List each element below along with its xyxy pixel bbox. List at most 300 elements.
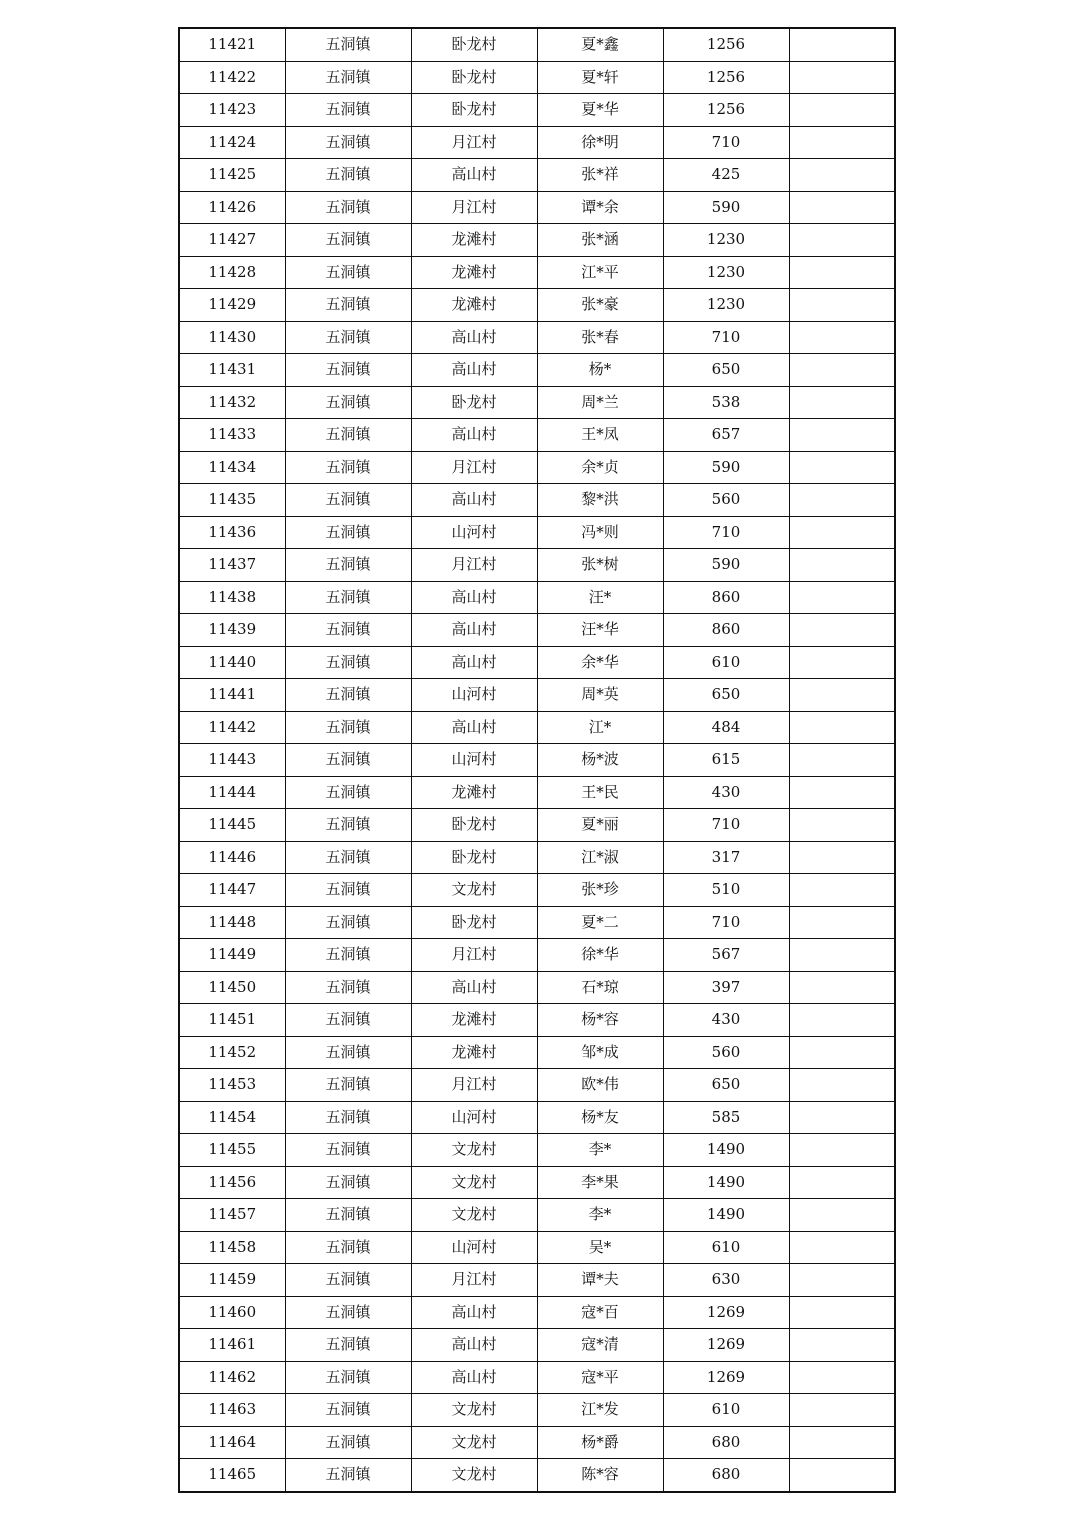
- village-cell: 文龙村: [411, 1459, 537, 1492]
- row-number-cell: 11439: [179, 614, 285, 647]
- name-cell: 黎*洪: [537, 484, 663, 517]
- name-cell: 寇*清: [537, 1329, 663, 1362]
- row-number-cell: 11429: [179, 289, 285, 322]
- town-cell: 五洞镇: [285, 744, 411, 777]
- remarks-cell: [789, 61, 895, 94]
- row-number-cell: 11433: [179, 419, 285, 452]
- table-row: [179, 614, 895, 647]
- remarks-cell: [789, 1459, 895, 1492]
- amount-cell: 560: [663, 1036, 789, 1069]
- remarks-cell: [789, 354, 895, 387]
- amount-cell: 590: [663, 549, 789, 582]
- roster-table: [178, 27, 896, 1493]
- row-number-cell: 11454: [179, 1101, 285, 1134]
- village-cell: 月江村: [411, 126, 537, 159]
- row-number-cell: 11430: [179, 321, 285, 354]
- name-cell: 李*: [537, 1199, 663, 1232]
- row-number-cell: 11441: [179, 679, 285, 712]
- name-cell: 汪*华: [537, 614, 663, 647]
- village-cell: 龙滩村: [411, 1036, 537, 1069]
- town-cell: 五洞镇: [285, 386, 411, 419]
- town-cell: 五洞镇: [285, 28, 411, 61]
- town-cell: 五洞镇: [285, 1004, 411, 1037]
- town-cell: 五洞镇: [285, 1069, 411, 1102]
- remarks-cell: [789, 776, 895, 809]
- table-row: [179, 386, 895, 419]
- town-cell: 五洞镇: [285, 679, 411, 712]
- town-cell: 五洞镇: [285, 809, 411, 842]
- village-cell: 卧龙村: [411, 841, 537, 874]
- village-cell: 文龙村: [411, 1199, 537, 1232]
- amount-cell: 397: [663, 971, 789, 1004]
- town-cell: 五洞镇: [285, 906, 411, 939]
- amount-cell: 1490: [663, 1199, 789, 1232]
- village-cell: 龙滩村: [411, 224, 537, 257]
- table-row: [179, 906, 895, 939]
- village-cell: 文龙村: [411, 1426, 537, 1459]
- amount-cell: 1230: [663, 256, 789, 289]
- remarks-cell: [789, 256, 895, 289]
- row-number-cell: 11455: [179, 1134, 285, 1167]
- table-row: [179, 1231, 895, 1264]
- name-cell: 江*淑: [537, 841, 663, 874]
- table-row: [179, 516, 895, 549]
- village-cell: 龙滩村: [411, 256, 537, 289]
- table-row: [179, 809, 895, 842]
- table-row: [179, 711, 895, 744]
- table-row: [179, 191, 895, 224]
- remarks-cell: [789, 321, 895, 354]
- name-cell: 张*树: [537, 549, 663, 582]
- amount-cell: 1256: [663, 61, 789, 94]
- name-cell: 陈*容: [537, 1459, 663, 1492]
- amount-cell: 860: [663, 614, 789, 647]
- village-cell: 文龙村: [411, 1134, 537, 1167]
- village-cell: 月江村: [411, 939, 537, 972]
- table-row: [179, 776, 895, 809]
- name-cell: 王*民: [537, 776, 663, 809]
- town-cell: 五洞镇: [285, 1264, 411, 1297]
- remarks-cell: [789, 549, 895, 582]
- table-row: [179, 1394, 895, 1427]
- name-cell: 杨*容: [537, 1004, 663, 1037]
- village-cell: 卧龙村: [411, 906, 537, 939]
- amount-cell: 710: [663, 516, 789, 549]
- table-row: [179, 94, 895, 127]
- town-cell: 五洞镇: [285, 126, 411, 159]
- name-cell: 杨*爵: [537, 1426, 663, 1459]
- row-number-cell: 11422: [179, 61, 285, 94]
- row-number-cell: 11444: [179, 776, 285, 809]
- town-cell: 五洞镇: [285, 516, 411, 549]
- town-cell: 五洞镇: [285, 224, 411, 257]
- amount-cell: 425: [663, 159, 789, 192]
- row-number-cell: 11438: [179, 581, 285, 614]
- town-cell: 五洞镇: [285, 1231, 411, 1264]
- name-cell: 王*凤: [537, 419, 663, 452]
- town-cell: 五洞镇: [285, 549, 411, 582]
- table-row: [179, 874, 895, 907]
- village-cell: 龙滩村: [411, 289, 537, 322]
- remarks-cell: [789, 1134, 895, 1167]
- remarks-cell: [789, 1296, 895, 1329]
- village-cell: 卧龙村: [411, 94, 537, 127]
- amount-cell: 710: [663, 321, 789, 354]
- table-row: [179, 224, 895, 257]
- row-number-cell: 11442: [179, 711, 285, 744]
- row-number-cell: 11435: [179, 484, 285, 517]
- row-number-cell: 11431: [179, 354, 285, 387]
- town-cell: 五洞镇: [285, 971, 411, 1004]
- name-cell: 寇*百: [537, 1296, 663, 1329]
- table-row: [179, 744, 895, 777]
- village-cell: 高山村: [411, 1361, 537, 1394]
- table-row: [179, 1069, 895, 1102]
- table-row: [179, 159, 895, 192]
- table-row: [179, 581, 895, 614]
- table-row: [179, 1361, 895, 1394]
- row-number-cell: 11424: [179, 126, 285, 159]
- row-number-cell: 11450: [179, 971, 285, 1004]
- amount-cell: 610: [663, 1231, 789, 1264]
- village-cell: 高山村: [411, 419, 537, 452]
- name-cell: 夏*二: [537, 906, 663, 939]
- remarks-cell: [789, 906, 895, 939]
- town-cell: 五洞镇: [285, 289, 411, 322]
- row-number-cell: 11423: [179, 94, 285, 127]
- remarks-cell: [789, 28, 895, 61]
- village-cell: 龙滩村: [411, 776, 537, 809]
- town-cell: 五洞镇: [285, 419, 411, 452]
- name-cell: 李*果: [537, 1166, 663, 1199]
- row-number-cell: 11459: [179, 1264, 285, 1297]
- row-number-cell: 11434: [179, 451, 285, 484]
- row-number-cell: 11446: [179, 841, 285, 874]
- village-cell: 文龙村: [411, 1394, 537, 1427]
- table-row: [179, 1329, 895, 1362]
- table-row: [179, 451, 895, 484]
- village-cell: 高山村: [411, 711, 537, 744]
- village-cell: 高山村: [411, 971, 537, 1004]
- village-cell: 山河村: [411, 1101, 537, 1134]
- table-row: [179, 1134, 895, 1167]
- village-cell: 山河村: [411, 744, 537, 777]
- row-number-cell: 11453: [179, 1069, 285, 1102]
- town-cell: 五洞镇: [285, 159, 411, 192]
- village-cell: 卧龙村: [411, 809, 537, 842]
- row-number-cell: 11440: [179, 646, 285, 679]
- name-cell: 张*祥: [537, 159, 663, 192]
- village-cell: 山河村: [411, 679, 537, 712]
- name-cell: 张*珍: [537, 874, 663, 907]
- amount-cell: 610: [663, 1394, 789, 1427]
- amount-cell: 585: [663, 1101, 789, 1134]
- village-cell: 月江村: [411, 549, 537, 582]
- table-row: [179, 61, 895, 94]
- name-cell: 张*豪: [537, 289, 663, 322]
- remarks-cell: [789, 1394, 895, 1427]
- name-cell: 张*春: [537, 321, 663, 354]
- town-cell: 五洞镇: [285, 614, 411, 647]
- amount-cell: 650: [663, 1069, 789, 1102]
- name-cell: 夏*华: [537, 94, 663, 127]
- remarks-cell: [789, 94, 895, 127]
- table-row: [179, 971, 895, 1004]
- row-number-cell: 11451: [179, 1004, 285, 1037]
- remarks-cell: [789, 679, 895, 712]
- table-row: [179, 679, 895, 712]
- village-cell: 龙滩村: [411, 1004, 537, 1037]
- row-number-cell: 11464: [179, 1426, 285, 1459]
- remarks-cell: [789, 516, 895, 549]
- name-cell: 冯*则: [537, 516, 663, 549]
- amount-cell: 1269: [663, 1361, 789, 1394]
- village-cell: 月江村: [411, 1069, 537, 1102]
- remarks-cell: [789, 451, 895, 484]
- table-row: [179, 549, 895, 582]
- town-cell: 五洞镇: [285, 256, 411, 289]
- amount-cell: 590: [663, 191, 789, 224]
- name-cell: 江*: [537, 711, 663, 744]
- town-cell: 五洞镇: [285, 874, 411, 907]
- table-row: [179, 256, 895, 289]
- row-number-cell: 11436: [179, 516, 285, 549]
- remarks-cell: [789, 711, 895, 744]
- remarks-cell: [789, 744, 895, 777]
- town-cell: 五洞镇: [285, 1036, 411, 1069]
- remarks-cell: [789, 614, 895, 647]
- amount-cell: 657: [663, 419, 789, 452]
- row-number-cell: 11421: [179, 28, 285, 61]
- town-cell: 五洞镇: [285, 484, 411, 517]
- town-cell: 五洞镇: [285, 61, 411, 94]
- amount-cell: 1256: [663, 28, 789, 61]
- row-number-cell: 11427: [179, 224, 285, 257]
- amount-cell: 1230: [663, 224, 789, 257]
- amount-cell: 590: [663, 451, 789, 484]
- town-cell: 五洞镇: [285, 1361, 411, 1394]
- name-cell: 江*发: [537, 1394, 663, 1427]
- town-cell: 五洞镇: [285, 1296, 411, 1329]
- village-cell: 卧龙村: [411, 28, 537, 61]
- town-cell: 五洞镇: [285, 581, 411, 614]
- remarks-cell: [789, 1036, 895, 1069]
- town-cell: 五洞镇: [285, 451, 411, 484]
- name-cell: 李*: [537, 1134, 663, 1167]
- table-row: [179, 1459, 895, 1492]
- amount-cell: 710: [663, 906, 789, 939]
- amount-cell: 538: [663, 386, 789, 419]
- town-cell: 五洞镇: [285, 711, 411, 744]
- remarks-cell: [789, 646, 895, 679]
- village-cell: 高山村: [411, 484, 537, 517]
- village-cell: 高山村: [411, 321, 537, 354]
- remarks-cell: [789, 1426, 895, 1459]
- remarks-cell: [789, 126, 895, 159]
- table-row: [179, 419, 895, 452]
- remarks-cell: [789, 809, 895, 842]
- village-cell: 月江村: [411, 191, 537, 224]
- remarks-cell: [789, 419, 895, 452]
- amount-cell: 710: [663, 126, 789, 159]
- town-cell: 五洞镇: [285, 646, 411, 679]
- name-cell: 吴*: [537, 1231, 663, 1264]
- amount-cell: 317: [663, 841, 789, 874]
- village-cell: 山河村: [411, 516, 537, 549]
- amount-cell: 860: [663, 581, 789, 614]
- remarks-cell: [789, 224, 895, 257]
- town-cell: 五洞镇: [285, 1101, 411, 1134]
- remarks-cell: [789, 874, 895, 907]
- village-cell: 卧龙村: [411, 386, 537, 419]
- village-cell: 月江村: [411, 1264, 537, 1297]
- town-cell: 五洞镇: [285, 1329, 411, 1362]
- town-cell: 五洞镇: [285, 939, 411, 972]
- name-cell: 余*华: [537, 646, 663, 679]
- village-cell: 高山村: [411, 354, 537, 387]
- village-cell: 高山村: [411, 614, 537, 647]
- town-cell: 五洞镇: [285, 354, 411, 387]
- name-cell: 周*兰: [537, 386, 663, 419]
- name-cell: 寇*平: [537, 1361, 663, 1394]
- name-cell: 邹*成: [537, 1036, 663, 1069]
- amount-cell: 1230: [663, 289, 789, 322]
- row-number-cell: 11463: [179, 1394, 285, 1427]
- town-cell: 五洞镇: [285, 1426, 411, 1459]
- row-number-cell: 11456: [179, 1166, 285, 1199]
- row-number-cell: 11437: [179, 549, 285, 582]
- village-cell: 高山村: [411, 159, 537, 192]
- row-number-cell: 11445: [179, 809, 285, 842]
- village-cell: 文龙村: [411, 874, 537, 907]
- amount-cell: 430: [663, 1004, 789, 1037]
- name-cell: 周*英: [537, 679, 663, 712]
- row-number-cell: 11452: [179, 1036, 285, 1069]
- table-row: [179, 1264, 895, 1297]
- remarks-cell: [789, 971, 895, 1004]
- town-cell: 五洞镇: [285, 191, 411, 224]
- remarks-cell: [789, 484, 895, 517]
- table-row: [179, 1004, 895, 1037]
- row-number-cell: 11460: [179, 1296, 285, 1329]
- row-number-cell: 11425: [179, 159, 285, 192]
- amount-cell: 560: [663, 484, 789, 517]
- amount-cell: 1490: [663, 1134, 789, 1167]
- amount-cell: 1256: [663, 94, 789, 127]
- row-number-cell: 11426: [179, 191, 285, 224]
- remarks-cell: [789, 939, 895, 972]
- row-number-cell: 11432: [179, 386, 285, 419]
- name-cell: 杨*: [537, 354, 663, 387]
- village-cell: 文龙村: [411, 1166, 537, 1199]
- remarks-cell: [789, 1329, 895, 1362]
- amount-cell: 1269: [663, 1329, 789, 1362]
- amount-cell: 615: [663, 744, 789, 777]
- village-cell: 山河村: [411, 1231, 537, 1264]
- name-cell: 徐*华: [537, 939, 663, 972]
- row-number-cell: 11428: [179, 256, 285, 289]
- village-cell: 高山村: [411, 1329, 537, 1362]
- name-cell: 张*涵: [537, 224, 663, 257]
- table-row: [179, 1199, 895, 1232]
- village-cell: 高山村: [411, 581, 537, 614]
- row-number-cell: 11449: [179, 939, 285, 972]
- roster-table-body: [179, 28, 895, 1492]
- remarks-cell: [789, 191, 895, 224]
- remarks-cell: [789, 386, 895, 419]
- remarks-cell: [789, 1231, 895, 1264]
- town-cell: 五洞镇: [285, 776, 411, 809]
- amount-cell: 567: [663, 939, 789, 972]
- remarks-cell: [789, 1166, 895, 1199]
- name-cell: 杨*友: [537, 1101, 663, 1134]
- remarks-cell: [789, 1264, 895, 1297]
- table-row: [179, 1036, 895, 1069]
- table-row: [179, 354, 895, 387]
- name-cell: 谭*余: [537, 191, 663, 224]
- table-row: [179, 1166, 895, 1199]
- remarks-cell: [789, 841, 895, 874]
- amount-cell: 1490: [663, 1166, 789, 1199]
- remarks-cell: [789, 1101, 895, 1134]
- row-number-cell: 11443: [179, 744, 285, 777]
- town-cell: 五洞镇: [285, 1134, 411, 1167]
- town-cell: 五洞镇: [285, 94, 411, 127]
- amount-cell: 1269: [663, 1296, 789, 1329]
- remarks-cell: [789, 1069, 895, 1102]
- row-number-cell: 11458: [179, 1231, 285, 1264]
- amount-cell: 610: [663, 646, 789, 679]
- row-number-cell: 11447: [179, 874, 285, 907]
- row-number-cell: 11457: [179, 1199, 285, 1232]
- town-cell: 五洞镇: [285, 1166, 411, 1199]
- town-cell: 五洞镇: [285, 1394, 411, 1427]
- table-row: [179, 841, 895, 874]
- table-row: [179, 28, 895, 61]
- name-cell: 夏*丽: [537, 809, 663, 842]
- town-cell: 五洞镇: [285, 841, 411, 874]
- name-cell: 欧*伟: [537, 1069, 663, 1102]
- row-number-cell: 11461: [179, 1329, 285, 1362]
- table-row: [179, 321, 895, 354]
- village-cell: 高山村: [411, 646, 537, 679]
- town-cell: 五洞镇: [285, 321, 411, 354]
- table-row: [179, 289, 895, 322]
- village-cell: 高山村: [411, 1296, 537, 1329]
- table-row: [179, 126, 895, 159]
- table-row: [179, 1426, 895, 1459]
- village-cell: 卧龙村: [411, 61, 537, 94]
- name-cell: 余*贞: [537, 451, 663, 484]
- amount-cell: 710: [663, 809, 789, 842]
- table-row: [179, 939, 895, 972]
- table-row: [179, 484, 895, 517]
- amount-cell: 510: [663, 874, 789, 907]
- amount-cell: 650: [663, 679, 789, 712]
- town-cell: 五洞镇: [285, 1459, 411, 1492]
- remarks-cell: [789, 289, 895, 322]
- table-row: [179, 1101, 895, 1134]
- amount-cell: 630: [663, 1264, 789, 1297]
- row-number-cell: 11462: [179, 1361, 285, 1394]
- amount-cell: 430: [663, 776, 789, 809]
- amount-cell: 680: [663, 1459, 789, 1492]
- name-cell: 杨*波: [537, 744, 663, 777]
- remarks-cell: [789, 1361, 895, 1394]
- remarks-cell: [789, 581, 895, 614]
- remarks-cell: [789, 159, 895, 192]
- name-cell: 石*琼: [537, 971, 663, 1004]
